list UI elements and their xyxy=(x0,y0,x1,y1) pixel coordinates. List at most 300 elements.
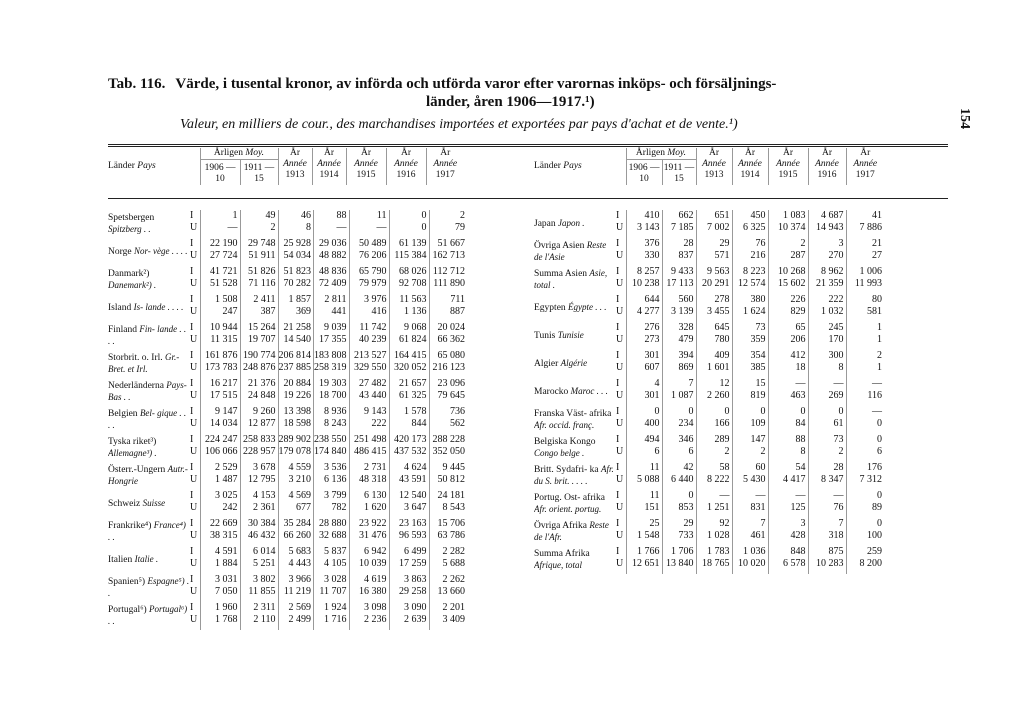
value-cell: 1 706 xyxy=(662,546,696,558)
value-cell: 3 090 xyxy=(389,602,429,614)
value-cell: 9 147 xyxy=(200,406,240,418)
header-year-y1914 xyxy=(312,148,346,185)
country-label xyxy=(534,378,616,406)
right-header-table xyxy=(534,148,884,185)
header-year-label-fr: Année xyxy=(317,159,341,169)
value-cell: 2 110 xyxy=(240,614,278,630)
value-cell: 65 080 xyxy=(429,350,467,362)
country-label xyxy=(108,378,190,406)
value-cell: 58 xyxy=(696,462,732,474)
table-number: Tab. 116. xyxy=(108,76,166,92)
country-name-sv: Nederländerna xyxy=(108,381,164,391)
table-row xyxy=(108,350,467,362)
country-label xyxy=(534,490,616,518)
value-cell: 29 xyxy=(696,238,732,250)
value-cell: 450 xyxy=(732,210,768,222)
value-cell: — xyxy=(846,406,884,418)
value-cell: 1 xyxy=(846,322,884,334)
value-cell: 31 476 xyxy=(349,530,389,546)
value-cell: 88 xyxy=(768,434,808,446)
flow-marker: U xyxy=(190,474,198,485)
country-name-fr: Pays-Bas . . xyxy=(108,380,187,402)
value-cell: 328 xyxy=(662,322,696,334)
flow-marker: I xyxy=(190,238,194,249)
value-cell: 4 591 xyxy=(200,546,240,558)
value-cell: 2 361 xyxy=(240,502,278,518)
header-year-label: År xyxy=(400,148,412,158)
value-cell: 733 xyxy=(662,530,696,546)
value-cell: — xyxy=(696,490,732,502)
country-name-sv: Österr.-Ungern xyxy=(108,465,166,475)
value-cell: 9 433 xyxy=(662,266,696,278)
value-cell: 3 210 xyxy=(278,474,314,490)
country-name-sv: Summa Afrika xyxy=(534,548,590,559)
country-name-fr: Gr.-Bret. et Irl. xyxy=(108,352,180,374)
header-year-label: År xyxy=(860,148,871,158)
value-cell: 428 xyxy=(768,530,808,546)
value-cell: 0 xyxy=(846,518,884,530)
table-row xyxy=(108,462,467,474)
table-row xyxy=(108,518,467,530)
country-name-fr: France⁴) . . xyxy=(108,520,186,542)
value-cell: 0 xyxy=(662,406,696,418)
value-cell: 19 303 xyxy=(314,378,350,390)
country-label xyxy=(108,518,190,546)
value-cell: 17 259 xyxy=(389,558,429,574)
flow-marker: I xyxy=(616,406,620,417)
table-row xyxy=(534,266,884,278)
value-cell: 2 811 xyxy=(314,294,350,306)
value-cell: 3 863 xyxy=(389,574,429,586)
table-row xyxy=(108,574,467,586)
value-cell: 8 xyxy=(808,362,846,378)
value-cell: 206 814 xyxy=(278,350,314,362)
header-year-value: 1917 xyxy=(855,170,875,180)
value-cell: 248 876 xyxy=(240,362,278,378)
value-cell: 14 943 xyxy=(808,222,846,238)
flow-marker: I xyxy=(190,462,194,473)
header-year-y1913 xyxy=(278,148,312,185)
value-cell: 4 277 xyxy=(626,306,662,322)
value-cell: 0 xyxy=(662,490,696,502)
table-row xyxy=(534,518,884,530)
value-cell: 441 xyxy=(314,306,350,322)
value-cell: 6 942 xyxy=(349,546,389,558)
flow-marker: U xyxy=(190,306,198,317)
value-cell: 1 083 xyxy=(768,210,808,222)
country-label xyxy=(108,350,190,378)
title-swedish-line-1: Tab. 116. Värde, i tusental kronor, av införda och utförda varor efter varornas inköps- och försäljnings- xyxy=(108,76,777,92)
value-cell: 29 xyxy=(662,518,696,530)
flow-marker: I xyxy=(616,238,620,249)
value-cell: 11 707 xyxy=(314,586,350,602)
header-year-y1915 xyxy=(768,148,808,185)
value-cell: 6 499 xyxy=(389,546,429,558)
value-cell: 782 xyxy=(314,502,350,518)
table-row xyxy=(534,210,884,222)
value-cell: 14 034 xyxy=(200,418,240,434)
flow-marker: I xyxy=(190,322,194,333)
value-cell: 4 443 xyxy=(278,558,314,574)
left-data-table xyxy=(108,210,467,630)
value-cell: 216 123 xyxy=(429,362,467,378)
value-cell: 6 578 xyxy=(768,558,808,574)
table-row xyxy=(108,294,467,306)
value-cell: 30 384 xyxy=(240,518,278,530)
value-cell: 79 xyxy=(429,222,467,238)
value-cell: 10 238 xyxy=(626,278,662,294)
header-year-value: 1915 xyxy=(778,170,798,180)
table-row xyxy=(108,546,467,558)
value-cell: 237 885 xyxy=(278,362,314,378)
value-cell: — xyxy=(808,490,846,502)
header-year-value: 1914 xyxy=(740,170,760,180)
table-row xyxy=(534,406,884,418)
value-cell: 409 xyxy=(696,350,732,362)
value-cell: — xyxy=(808,378,846,390)
header-year-y1914 xyxy=(732,148,768,185)
value-cell: 0 xyxy=(846,418,884,434)
value-cell: 28 880 xyxy=(314,518,350,530)
value-cell: 376 xyxy=(626,238,662,250)
value-cell: 242 xyxy=(200,502,240,518)
header-rule xyxy=(108,198,948,199)
value-cell: 4 417 xyxy=(768,474,808,490)
country-name-fr: Fin- lande . . . . xyxy=(108,324,187,346)
value-cell: 21 xyxy=(846,238,884,250)
header-country-label: Länder xyxy=(108,161,135,171)
value-cell: 2 282 xyxy=(429,546,467,558)
flow-marker: U xyxy=(616,502,624,513)
value-cell: 1 032 xyxy=(808,306,846,322)
value-cell: 234 xyxy=(662,418,696,434)
country-name-fr: Tunisie xyxy=(557,330,584,340)
flow-marker: I xyxy=(616,462,620,473)
value-cell: 869 xyxy=(662,362,696,378)
value-cell: 111 890 xyxy=(429,278,467,294)
header-country-label: Länder xyxy=(534,161,561,171)
value-cell: 48 318 xyxy=(349,474,389,490)
value-cell: 72 409 xyxy=(314,278,350,294)
value-cell: 11 219 xyxy=(278,586,314,602)
value-cell: 1 136 xyxy=(389,306,429,322)
value-cell: 270 xyxy=(808,250,846,266)
country-name-fr: Asie, total . xyxy=(534,268,608,290)
value-cell: 651 xyxy=(696,210,732,222)
value-cell: 1 624 xyxy=(732,306,768,322)
country-name-fr: Japon . xyxy=(558,218,585,228)
header-year-label-fr: Année xyxy=(394,159,418,169)
flow-marker: U xyxy=(190,418,198,429)
value-cell: 18 xyxy=(768,362,808,378)
country-name-sv: Britt. Sydafri- ka xyxy=(534,465,599,475)
flow-marker: I xyxy=(616,490,620,501)
value-cell: 147 xyxy=(732,434,768,446)
value-cell: 837 xyxy=(662,250,696,266)
flow-marker: I xyxy=(616,322,620,333)
value-cell: 12 574 xyxy=(732,278,768,294)
country-label xyxy=(108,546,190,574)
value-cell: 9 445 xyxy=(429,462,467,474)
value-cell: 3 xyxy=(808,238,846,250)
value-cell: 6 136 xyxy=(314,474,350,490)
country-name-fr: Bel- gique . . . . xyxy=(108,408,187,430)
value-cell: 0 xyxy=(696,406,732,418)
value-cell: 10 944 xyxy=(200,322,240,334)
table-row xyxy=(108,378,467,390)
value-cell: 259 xyxy=(846,546,884,558)
flow-marker: I xyxy=(190,294,194,305)
header-year-label: År xyxy=(782,148,794,158)
value-cell: 17 113 xyxy=(662,278,696,294)
country-name-sv: Belgiska Kongo xyxy=(534,436,596,447)
country-label xyxy=(108,266,190,294)
country-name-fr: Autr.-Hongrie xyxy=(108,464,188,486)
value-cell: 258 833 xyxy=(240,434,278,446)
left-header-table xyxy=(108,148,464,185)
value-cell: 1 884 xyxy=(200,558,240,574)
country-name-fr: Reste de l'Afr. xyxy=(534,520,609,542)
value-cell: 8 543 xyxy=(429,502,467,518)
value-cell: 54 xyxy=(768,462,808,474)
country-name-sv: Finland xyxy=(108,325,138,335)
value-cell: — xyxy=(200,222,240,238)
value-cell: 463 xyxy=(768,390,808,406)
header-period-p1: 1906 —10 xyxy=(200,160,240,186)
value-cell: 287 xyxy=(768,250,808,266)
value-cell: 2 569 xyxy=(278,602,314,614)
value-cell: 76 xyxy=(732,238,768,250)
value-cell: 2 xyxy=(429,210,467,222)
country-name-sv: Tunis xyxy=(534,331,556,341)
flow-marker: U xyxy=(616,530,624,541)
flow-marker: U xyxy=(616,390,624,401)
value-cell: 3 143 xyxy=(626,222,662,238)
value-cell: 15 xyxy=(732,378,768,390)
value-cell: 10 283 xyxy=(808,558,846,574)
value-cell: 238 550 xyxy=(314,434,350,446)
value-cell: 92 xyxy=(696,518,732,530)
value-cell: 4 153 xyxy=(240,490,278,502)
value-cell: 6 325 xyxy=(732,222,768,238)
value-cell: 43 591 xyxy=(389,474,429,490)
value-cell: 12 540 xyxy=(389,490,429,502)
value-cell: 17 515 xyxy=(200,390,240,406)
value-cell: 1 924 xyxy=(314,602,350,614)
value-cell: 4 624 xyxy=(389,462,429,474)
header-average-label-fr: Moy. xyxy=(245,148,265,158)
value-cell: 4 105 xyxy=(314,558,350,574)
value-cell: 258 319 xyxy=(314,362,350,378)
value-cell: 213 527 xyxy=(349,350,389,362)
value-cell: 8 200 xyxy=(846,558,884,574)
value-cell: 5 088 xyxy=(626,474,662,490)
country-label xyxy=(534,210,616,238)
flow-marker: I xyxy=(616,210,620,221)
flow-marker: I xyxy=(190,378,194,389)
flow-marker: I xyxy=(190,210,194,221)
value-cell: 3 799 xyxy=(314,490,350,502)
value-cell: 11 xyxy=(626,490,662,502)
value-cell: 68 026 xyxy=(389,266,429,278)
flow-marker: I xyxy=(616,434,620,445)
value-cell: 15 602 xyxy=(768,278,808,294)
country-name-sv: Övriga Asien xyxy=(534,241,585,251)
value-cell: 40 239 xyxy=(349,334,389,350)
value-cell: 571 xyxy=(696,250,732,266)
value-cell: 1 857 xyxy=(278,294,314,306)
value-cell: 1 006 xyxy=(846,266,884,278)
flow-marker: U xyxy=(190,334,198,345)
value-cell: 853 xyxy=(662,502,696,518)
value-cell: 151 xyxy=(626,502,662,518)
country-label xyxy=(534,518,616,546)
value-cell: 7 002 xyxy=(696,222,732,238)
country-label xyxy=(534,266,616,294)
value-cell: 2 201 xyxy=(429,602,467,614)
value-cell: 15 706 xyxy=(429,518,467,530)
country-name-sv: Summa Asien xyxy=(534,269,588,279)
country-name-fr: Congo belge . xyxy=(534,447,585,458)
header-year-label-fr: Année xyxy=(815,159,839,169)
value-cell: 23 163 xyxy=(389,518,429,530)
header-year-value: 1915 xyxy=(356,170,376,180)
value-cell: 400 xyxy=(626,418,662,434)
header-average-cell xyxy=(626,148,696,160)
header-average-label: Årligen xyxy=(213,148,246,158)
flow-marker: U xyxy=(190,222,198,233)
country-name-fr: Afr. du S. brit. . . . . xyxy=(534,464,614,486)
value-cell: 3 976 xyxy=(349,294,389,306)
country-name-fr: Égypte . . . xyxy=(568,302,607,312)
value-cell: 8 xyxy=(278,222,314,238)
value-cell: 96 593 xyxy=(389,530,429,546)
value-cell: 329 550 xyxy=(349,362,389,378)
header-year-y1913 xyxy=(696,148,732,185)
top-rule xyxy=(108,144,948,145)
value-cell: 65 790 xyxy=(349,266,389,278)
value-cell: 222 xyxy=(349,418,389,434)
value-cell: 162 713 xyxy=(429,250,467,266)
value-cell: 3 647 xyxy=(389,502,429,518)
value-cell: 412 xyxy=(768,350,808,362)
value-cell: 5 430 xyxy=(732,474,768,490)
country-name-sv: Belgien xyxy=(108,409,138,419)
flow-marker: U xyxy=(190,446,198,457)
country-label xyxy=(108,322,190,350)
country-name-sv: Frankrike⁴) xyxy=(108,521,152,531)
value-cell: 14 540 xyxy=(278,334,314,350)
header-period-p2: 1911 —15 xyxy=(240,160,278,186)
value-cell: 12 877 xyxy=(240,418,278,434)
value-cell: 35 284 xyxy=(278,518,314,530)
value-cell: 23 096 xyxy=(429,378,467,390)
country-label xyxy=(534,462,616,490)
value-cell: 0 xyxy=(768,406,808,418)
value-cell: 6 xyxy=(662,446,696,462)
value-cell: 4 619 xyxy=(349,574,389,586)
value-cell: 320 052 xyxy=(389,362,429,378)
table-row xyxy=(108,434,467,446)
flow-marker: U xyxy=(616,446,624,457)
value-cell: 61 824 xyxy=(389,334,429,350)
flow-marker: I xyxy=(190,574,194,585)
value-cell: 17 355 xyxy=(314,334,350,350)
value-cell: 0 xyxy=(846,434,884,446)
value-cell: 38 315 xyxy=(200,530,240,546)
header-year-label: År xyxy=(323,148,335,158)
value-cell: 3 028 xyxy=(314,574,350,586)
value-cell: — xyxy=(768,378,808,390)
country-name-fr: Afr. occid. franç. xyxy=(534,419,595,430)
header-period-p1: 1906 —10 xyxy=(626,160,662,186)
value-cell: 4 559 xyxy=(278,462,314,474)
value-cell: 1 036 xyxy=(732,546,768,558)
value-cell: 2 639 xyxy=(389,614,429,630)
value-cell: 80 xyxy=(846,294,884,306)
flow-marker: U xyxy=(616,474,624,485)
value-cell: 71 116 xyxy=(240,278,278,294)
value-cell: 125 xyxy=(768,502,808,518)
header-year-label-fr: Année xyxy=(853,159,878,169)
value-cell: 18 700 xyxy=(314,390,350,406)
value-cell: 73 xyxy=(808,434,846,446)
header-year-label-fr: Année xyxy=(702,159,726,169)
value-cell: 1 766 xyxy=(626,546,662,558)
value-cell: 176 xyxy=(846,462,884,474)
header-country-cell xyxy=(534,148,626,185)
flow-marker: U xyxy=(616,306,624,317)
value-cell: 65 xyxy=(768,322,808,334)
value-cell: 15 264 xyxy=(240,322,278,334)
value-cell: 2 311 xyxy=(240,602,278,614)
header-year-label-fr: Année xyxy=(738,159,762,169)
country-name-sv: Tyska riket³) xyxy=(108,436,157,447)
value-cell: 1 960 xyxy=(200,602,240,614)
table-row xyxy=(534,546,884,558)
table-row xyxy=(108,266,467,278)
value-cell: 170 xyxy=(808,334,846,350)
value-cell: 79 979 xyxy=(349,278,389,294)
value-cell: 1 xyxy=(846,362,884,378)
table-row xyxy=(108,490,467,502)
value-cell: 29 036 xyxy=(314,238,350,250)
country-name-fr: Danemark²) . xyxy=(108,279,157,290)
table-row xyxy=(534,294,884,306)
value-cell: 22 190 xyxy=(200,238,240,250)
value-cell: 6 440 xyxy=(662,474,696,490)
value-cell: 677 xyxy=(278,502,314,518)
value-cell: 20 291 xyxy=(696,278,732,294)
value-cell: 41 721 xyxy=(200,266,240,278)
value-cell: 3 031 xyxy=(200,574,240,586)
value-cell: — xyxy=(846,378,884,390)
value-cell: 479 xyxy=(662,334,696,350)
value-cell: 43 440 xyxy=(349,390,389,406)
flow-marker: I xyxy=(190,350,194,361)
value-cell: 2 xyxy=(846,350,884,362)
value-cell: 6 130 xyxy=(349,490,389,502)
value-cell: 2 xyxy=(768,238,808,250)
value-cell: 10 039 xyxy=(349,558,389,574)
value-cell: 6 xyxy=(626,446,662,462)
flow-marker: U xyxy=(190,362,198,373)
flow-marker: I xyxy=(616,294,620,305)
header-year-y1917 xyxy=(846,148,884,185)
value-cell: 10 268 xyxy=(768,266,808,278)
value-cell: 3 536 xyxy=(314,462,350,474)
value-cell: 3 139 xyxy=(662,306,696,322)
